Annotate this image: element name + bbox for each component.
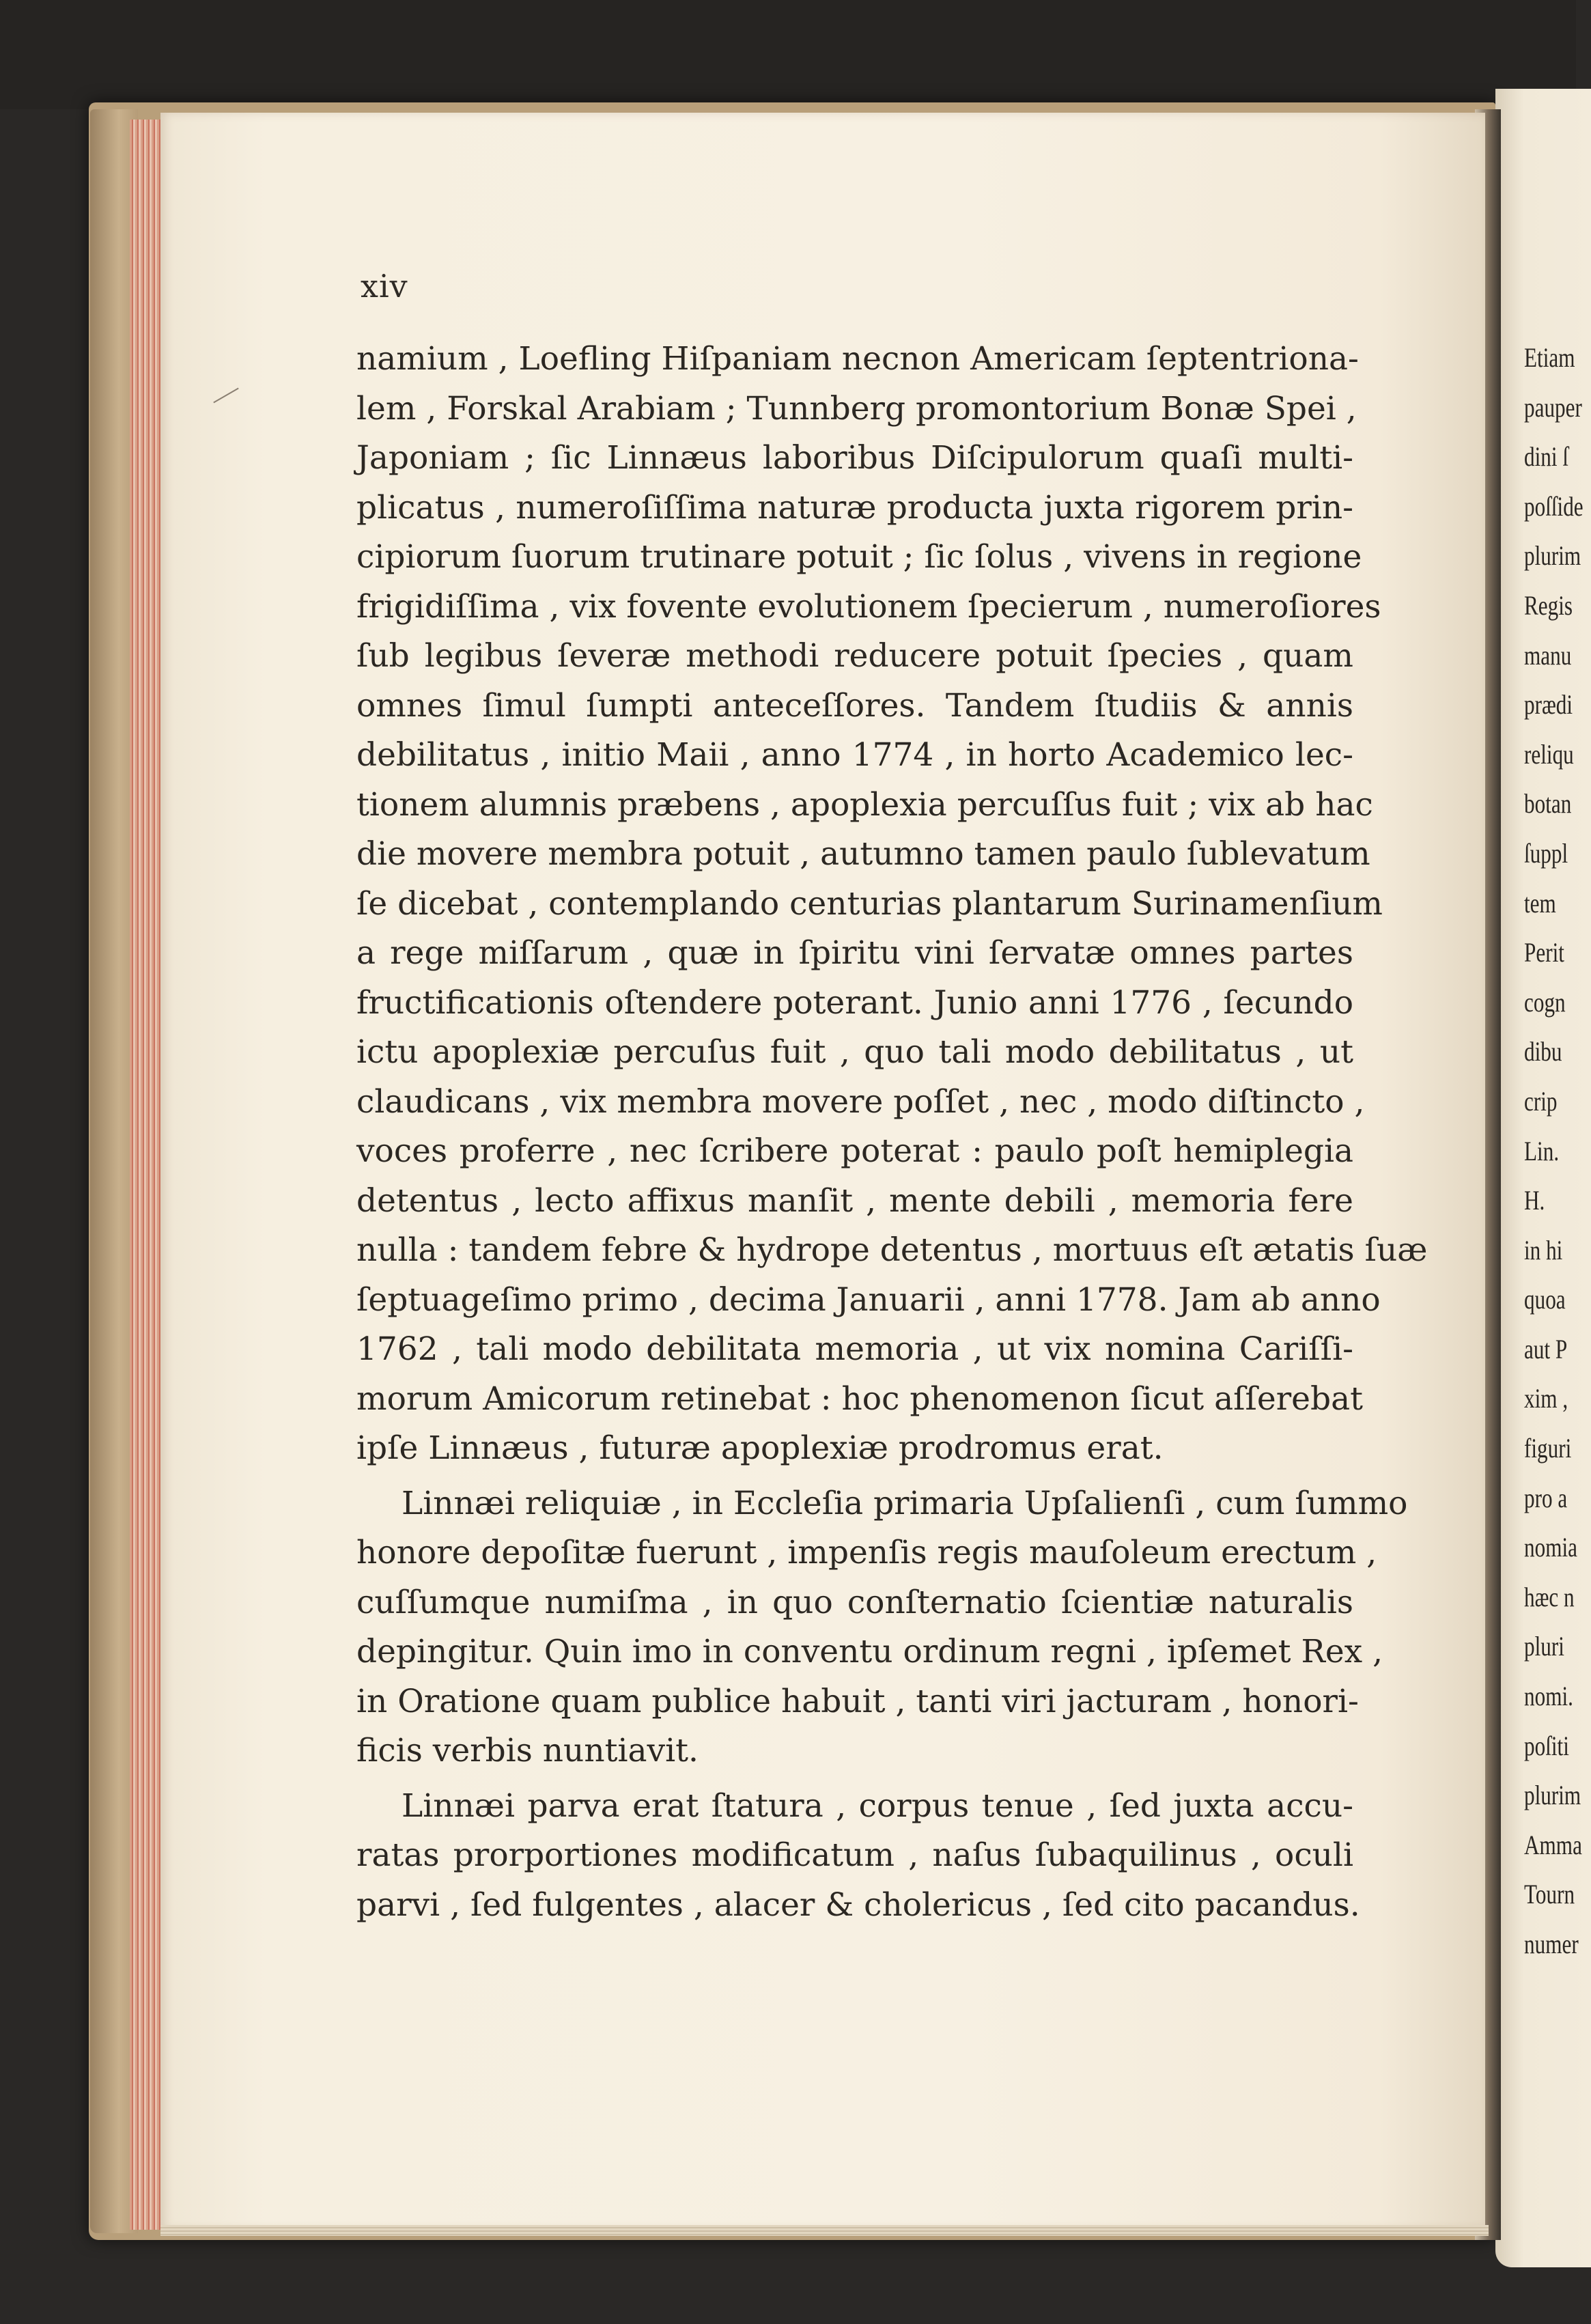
facing-page-fragment: plurim (1524, 1780, 1581, 1811)
facing-page-fragment: Regis (1524, 589, 1573, 621)
facing-page-fragment: poſſide (1524, 490, 1583, 522)
facing-page-fragment: ſuppl (1524, 837, 1568, 869)
facing-page-fragment: quoa (1524, 1284, 1566, 1315)
text-line: Linnæi reliquiæ , in Eccleſia primaria Upſalienſi , cum ſummo (402, 1484, 1408, 1522)
facing-page-fragment: hæc n (1524, 1581, 1575, 1612)
text-line: nulla : tandem febre & hydrope detentus , mortuus eſt ætatis ſuæ (356, 1231, 1428, 1269)
background (0, 0, 1576, 109)
text-line: ficis verbis nuntiavit. (356, 1732, 699, 1769)
facing-page-fragment: Perit (1524, 937, 1564, 968)
text-line: plicatus , numeroſiſſima naturæ producta juxta rigorem prin- (356, 488, 1353, 527)
text-line: Linnæi parva erat ſtatura , corpus tenue , ſed juxta accu- (402, 1787, 1353, 1825)
facing-page-fragment: Amma (1524, 1829, 1582, 1860)
page-bottom-edge (160, 2225, 1489, 2236)
facing-page-fragment: nomia (1524, 1532, 1577, 1563)
page-body-text (356, 335, 1428, 1930)
facing-page-fragment: poſiti (1524, 1730, 1569, 1761)
facing-page-fragment: pluri (1524, 1631, 1564, 1662)
text-line: ipſe Linnæus , futuræ apoplexiæ prodromus erat. (356, 1429, 1164, 1467)
facing-page-fragment: crip (1524, 1085, 1558, 1117)
text-line: frigidiſſima , vix fovente evolutionem ſpecierum , numeroſiores (356, 587, 1381, 626)
paragraph (356, 1479, 1408, 1776)
page-number: xiv (361, 268, 408, 305)
facing-page-fragment: prædi (1524, 689, 1573, 720)
text-line: claudicans , vix membra movere poſſet , nec , modo diſtincto , (356, 1082, 1365, 1121)
text-line: fructificationis oſtendere poterant. Junio anni 1776 , ſecundo (356, 983, 1353, 1022)
facing-page-fragment: dibu (1524, 1036, 1562, 1067)
text-line: depingitur. Quin imo in conventu ordinum regni , ipſemet Rex , (356, 1633, 1383, 1670)
facing-page-fragment: cogn (1524, 986, 1566, 1018)
page-edges (130, 120, 164, 2230)
text-line: a rege miſſarum , quæ in ſpiritu vini ſervatæ omnes partes (356, 934, 1353, 972)
text-line: parvi , ſed fulgentes , alacer & cholericus , ſed cito pacandus. (356, 1886, 1360, 1924)
text-line: voces proferre , nec ſcribere poterat : paulo poſt hemiplegia (356, 1132, 1353, 1170)
facing-page-fragment: Tourn (1524, 1879, 1575, 1910)
facing-page-fragment: pro a (1524, 1482, 1568, 1513)
paragraph-gap (356, 1474, 1353, 1479)
text-line: ſe dicebat , contemplando centurias plantarum Surinamenſium (356, 884, 1383, 923)
facing-page-fragment: botan (1524, 788, 1572, 820)
facing-page-fragment: manu (1524, 639, 1572, 671)
paragraph-gap (356, 1776, 1353, 1782)
text-line: ſub legibus ſeveræ methodi reducere potuit ſpecies , quam (356, 637, 1353, 675)
text-line: ictu apoplexiæ percuſus fuit , quo tali modo debilitatus , ut (356, 1033, 1353, 1071)
text-line: die movere membra potuit , autumno tamen paulo ſublevatum (356, 835, 1370, 873)
facing-page-fragment: tem (1524, 887, 1556, 919)
facing-page-fragment: nomi. (1524, 1681, 1573, 1712)
facing-page-fragment: Lin. (1524, 1135, 1560, 1166)
facing-page-fragment: Etiam (1524, 342, 1575, 373)
text-line: ſeptuageſimo primo , decima Januarii , anni 1778. Jam ab anno (356, 1280, 1381, 1319)
text-line: lem , Forskal Arabiam ; Tunnberg promontorium Bonæ Spei , (356, 389, 1357, 428)
facing-page-fragment: xim , (1524, 1383, 1568, 1414)
text-line: cipiorum ſuorum trutinare potuit ; ſic ſolus , vivens in regione (356, 538, 1362, 576)
text-line: morum Amicorum retinebat : hoc phenomenon ſicut aſſerebat (356, 1380, 1363, 1418)
paragraph (356, 1782, 1360, 1931)
facing-page-text-fragments (1524, 333, 1583, 1970)
facing-page-fragment: aut P (1524, 1333, 1568, 1364)
text-line: namium , Loefling Hiſpaniam necnon Americam ſeptentriona- (356, 340, 1359, 378)
facing-page-fragment: in hi (1524, 1234, 1563, 1265)
text-line: ratas prorportiones modificatum , naſus ſubaquilinus , oculi (356, 1836, 1353, 1874)
text-line: debilitatus , initio Maii , anno 1774 , in horto Academico lec- (356, 736, 1353, 774)
text-line: Japoniam ; ſic Linnæus laboribus Diſcipulorum quaſi multi- (356, 439, 1353, 477)
text-line: cuſſumque numiſma , in quo conſternatio ſcientiæ naturalis (356, 1583, 1353, 1621)
facing-page-fragment: pauper (1524, 391, 1582, 423)
facing-page-fragment: numer (1524, 1929, 1579, 1959)
text-line: detentus , lecto affixus manſit , mente debili , memoria fere (356, 1181, 1353, 1220)
text-line: honore depoſitæ fuerunt , impenſis regis mauſoleum erectum , (356, 1534, 1377, 1571)
text-line: omnes ſimul ſumpti anteceſſores. Tandem ſtudiis & annis (356, 686, 1353, 725)
facing-page-fragment: figuri (1524, 1433, 1572, 1464)
facing-page-fragment: H. (1524, 1185, 1545, 1216)
facing-page-fragment: reliqu (1524, 738, 1574, 770)
facing-page-fragment: dini ſ (1524, 441, 1569, 473)
facing-page-fragment: plurim (1524, 540, 1581, 572)
text-line: tionem alumnis præbens , apoplexia percuſſus fuit ; vix ab hac (356, 785, 1373, 824)
text-line: 1762 , tali modo debilitata memoria , ut vix nomina Cariſſi- (356, 1330, 1353, 1368)
paragraph (356, 335, 1428, 1474)
text-line: in Oratione quam publice habuit , tanti viri jacturam , honori- (356, 1682, 1359, 1720)
